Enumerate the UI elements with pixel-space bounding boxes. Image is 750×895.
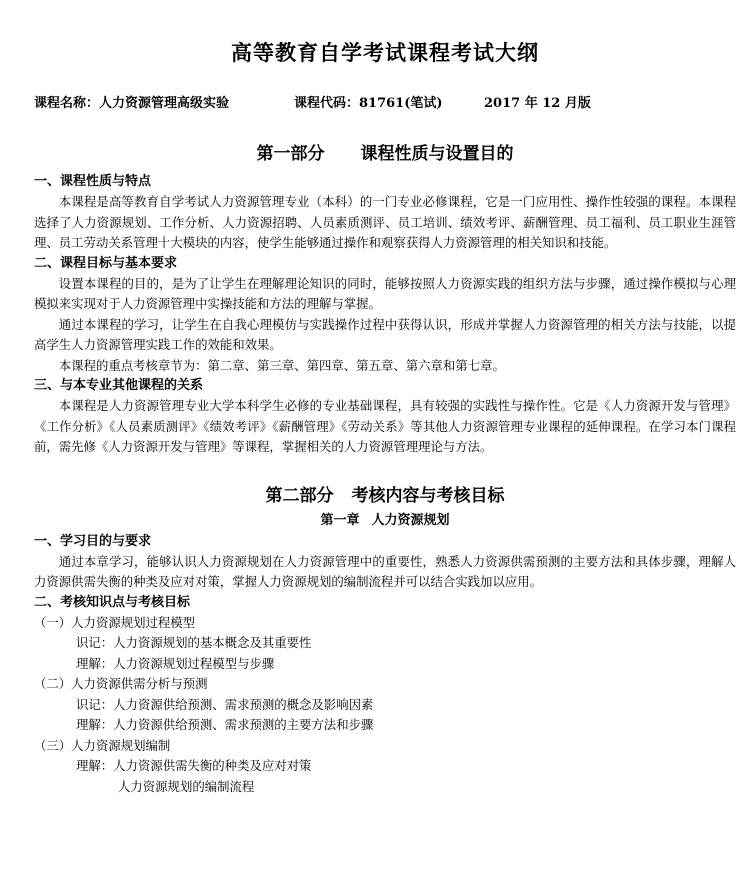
paragraph: 设置本课程的目的，是为了让学生在理解理论知识的同时，能够按照人力资源实践的组织方法与步骤，通过操作模拟与心理模拟来实现对于人力资源管理中实操技能和方法的理解与掌握。: [34, 275, 736, 311]
section-heading: 三、与本专业其他课程的关系: [34, 378, 204, 393]
course-name: 课程名称：人力资源管理高级实验: [34, 96, 230, 111]
knowledge-item: 识记：人力资源供给预测、需求预测的概念及影响因素: [76, 696, 374, 712]
paragraph: 本课程是高等教育自学考试人力资源管理专业（本科）的一门专业必修课程，它是一门应用性、操作性较强的课程。本课程选择了人力资源规划、工作分析、人力资源招聘、人员素质测评、员工培训、绩效考评、薪酬管理、员工福利、员工职业生涯管理、员工劳动关系管理十大模块的内容，使学生能够通过操作和观察获得人力资源管理的相关知识和技能。: [34, 194, 736, 250]
paragraph: 本课程的重点考核章节为：第二章、第三章、第四章、第五章、第六章和第七章。: [58, 357, 505, 373]
part1-heading: 课程性质与设置目的: [360, 144, 514, 164]
course-meta: [34, 94, 736, 114]
knowledge-item: 理解：人力资源规划过程模型与步骤: [76, 655, 275, 671]
course-code: 课程代码：81761(笔试): [294, 96, 443, 111]
document-title: 高等教育自学考试课程考试大纲: [231, 40, 539, 65]
section-heading: 二、课程目标与基本要求: [34, 255, 178, 271]
chapter-label: 第一章: [320, 512, 360, 528]
chapter-heading: 人力资源规划: [371, 512, 450, 528]
part2-heading: 考核内容与考核目标: [351, 485, 505, 506]
section-heading: 一、学习目的与要求: [34, 533, 152, 549]
part2-title: [34, 482, 736, 510]
chapter-title: [34, 510, 736, 532]
subsection-title: （二）人力资源供需分析与预测: [34, 676, 208, 691]
paragraph: 通过本课程的学习，让学生在自我心理模仿与实践操作过程中获得认识，形成并掌握人力资源管理的相关方法与技能，以提高学生人力资源管理实践工作的效能和效果。: [34, 316, 736, 352]
subsection-title: （三）人力资源规划编制: [34, 737, 171, 753]
part1-label: 第一部分: [256, 144, 325, 164]
section-heading: 一、课程性质与特点: [34, 174, 152, 189]
part2-label: 第二部分: [265, 485, 334, 506]
section-heading: 二、考核知识点与考核目标: [34, 594, 191, 610]
edition: 2017 年 12 月版: [484, 96, 591, 111]
knowledge-item: 人力资源规划的编制流程: [118, 778, 255, 794]
part1-title: [34, 140, 736, 168]
subsection-title: （一）人力资源规划过程模型: [34, 614, 196, 630]
paragraph: 本课程是人力资源管理专业大学本科学生必修的专业基础课程，具有较强的实践性与操作性。它是《人力资源开发与管理》《工作分析》《人员素质测评》《绩效考评》《薪酬管理》《劳动关系》等其他人力资源管理专业课程的延伸课程。在学习本门课程前，需先修《人力资源开发与管理》等课程，掌握相关的人力资源管理理论与方法。: [34, 398, 736, 454]
paragraph: 通过本章学习，能够认识人力资源规划在人力资源管理中的重要性，熟悉人力资源供需预测的主要方法和具体步骤，理解人力资源供需失衡的种类及应对对策，掌握人力资源规划的编制流程并可以结合实践加以应用。: [34, 553, 736, 589]
knowledge-item: 识记：人力资源规划的基本概念及其重要性: [76, 635, 312, 650]
knowledge-item: 理解：人力资源供需失衡的种类及应对对策: [76, 758, 312, 773]
knowledge-item: 理解：人力资源供给预测、需求预测的主要方法和步骤: [76, 717, 374, 732]
